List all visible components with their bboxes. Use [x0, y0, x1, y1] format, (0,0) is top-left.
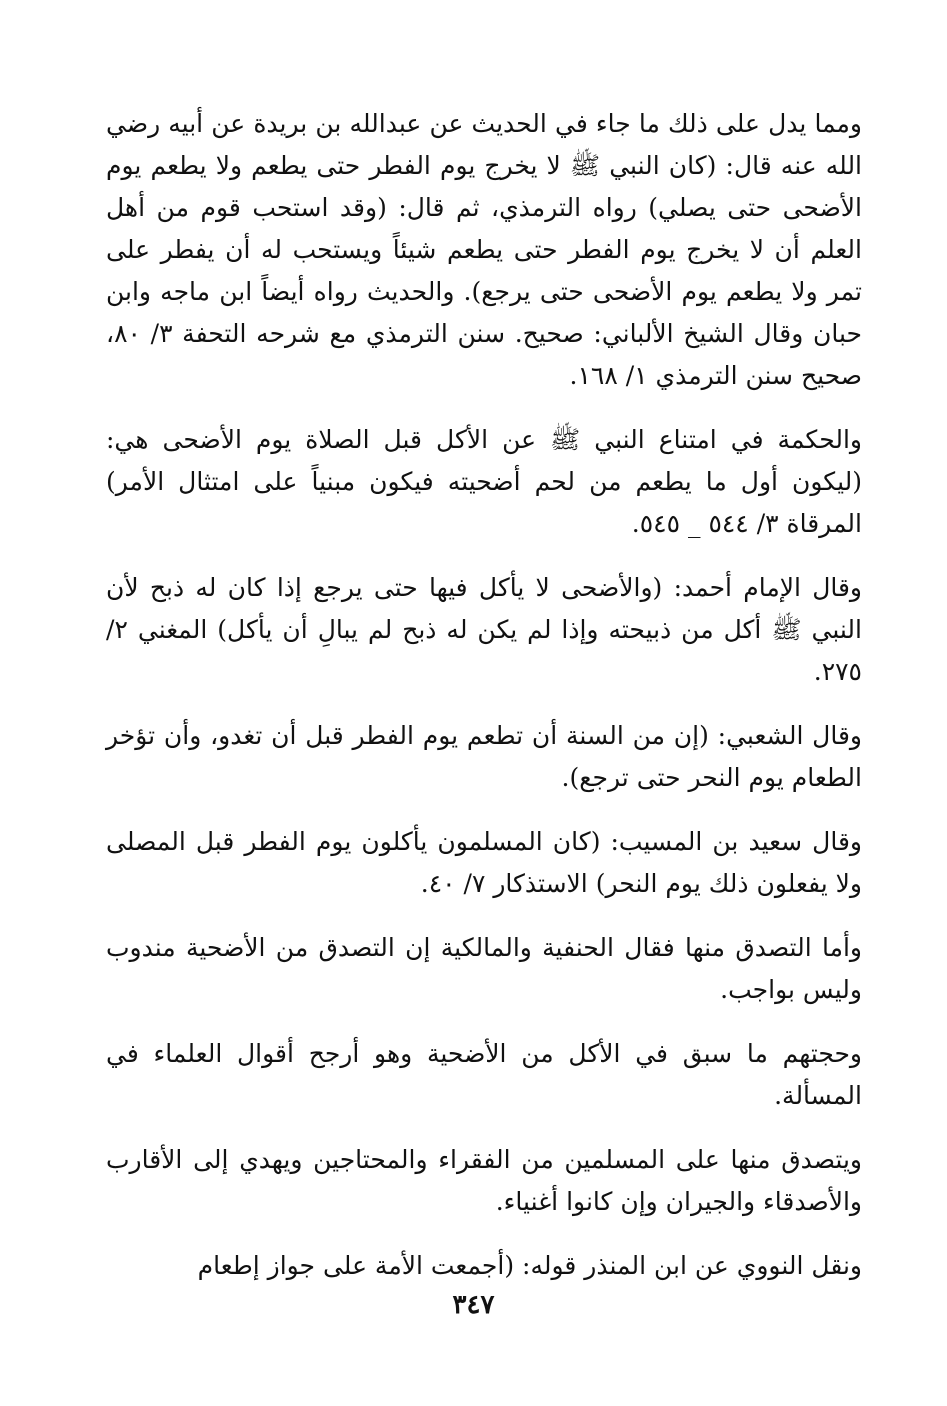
- text-line: المسألة.: [774, 1081, 862, 1110]
- text-line: والحكمة في امتناع النبي ﷺ عن الأكل قبل الصلاة يوم الأضحى: [162, 425, 862, 454]
- text-line: من أهل العلم أن لا يخرج يوم الفطر حتى يطعم شيئاً ويستحب له أن يفطر: [106, 193, 862, 264]
- text-line: هي: (ليكون أول ما يطعم من لحم أضحيته فيكون مبنياً على امتثال الأمر): [106, 425, 862, 496]
- paragraph-3: [106, 567, 862, 693]
- paragraph-1: [106, 103, 862, 397]
- body-text: [106, 103, 862, 1309]
- text-line: وقال سعيد بن المسيب: (كان المسلمون يأكلون يوم الفطر قبل: [195, 827, 862, 856]
- paragraph-4: [106, 715, 862, 799]
- text-line: الأقارب والأصدقاء والجيران وإن كانوا أغنياء.: [106, 1145, 862, 1216]
- text-line: ونقل النووي عن ابن المنذر قوله: (أجمعت الأمة على جواز إطعام: [197, 1251, 862, 1280]
- text-line: ماجه وابن حبان وقال الشيخ الألباني: صحيح. سنن الترمذي مع شرحه: [106, 277, 862, 348]
- paragraph-6: [106, 927, 862, 1011]
- text-line: ذبح لأن النبي ﷺ أكل من ذبيحته وإذا لم يكن له ذبح لم يبالِ أن يأكل): [106, 573, 862, 644]
- text-line: المصلى ولا يفعلون ذلك يوم النحر) الاستذكار ٧/ ٤٠.: [106, 827, 862, 898]
- text-line: المغني ٢/ ٢٧٥.: [106, 615, 862, 686]
- text-line: التحفة ٣/ ٨٠، صحيح سنن الترمذي ١/ ١٦٨.: [106, 319, 862, 390]
- paragraph-2: [106, 419, 862, 545]
- text-line: وقال الإمام أحمد: (والأضحى لا يأكل فيها حتى يرجع إذا كان له: [195, 573, 862, 602]
- text-line: رضي الله عنه قال: (كان النبي ﷺ لا يخرج يوم الفطر حتى يطعم ولا: [106, 109, 863, 180]
- text-line: ومما يدل على ذلك ما جاء في الحديث عن عبدالله بن بريدة عن أبيه: [168, 109, 862, 138]
- paragraph-7: [106, 1033, 862, 1117]
- text-line: وأما التصدق منها فقال الحنفية والمالكية إن التصدق من الأضحية: [185, 933, 862, 962]
- paragraph-9: [106, 1245, 862, 1287]
- text-line: وحجتهم ما سبق في الأكل من الأضحية وهو أرجح أقوال العلماء في: [106, 1039, 862, 1068]
- text-line: مندوب وليس بواجب.: [106, 933, 862, 1004]
- text-line: وقال الشعبي: (إن من السنة أن تطعم يوم الفطر قبل أن تغدو، وأن: [163, 721, 862, 750]
- paragraph-8: [106, 1139, 862, 1223]
- page-number: ٣٤٧: [452, 1290, 495, 1320]
- text-line: تؤخر الطعام يوم النحر حتى ترجع).: [106, 721, 862, 792]
- paragraph-5: [106, 821, 862, 905]
- text-line: ويتصدق منها على المسلمين من الفقراء والمحتاجين ويهدي إلى: [193, 1145, 862, 1174]
- text-line: المرقاة ٣/ ٥٤٤ _ ٥٤٥.: [631, 509, 862, 538]
- text-line: على تمر ولا يطعم يوم الأضحى حتى يرجع). والحديث رواه أيضاً ابن: [106, 235, 862, 306]
- text-line: يطعم يوم الأضحى حتى يصلي) رواه الترمذي، ثم قال: (وقد استحب قوم: [106, 151, 862, 222]
